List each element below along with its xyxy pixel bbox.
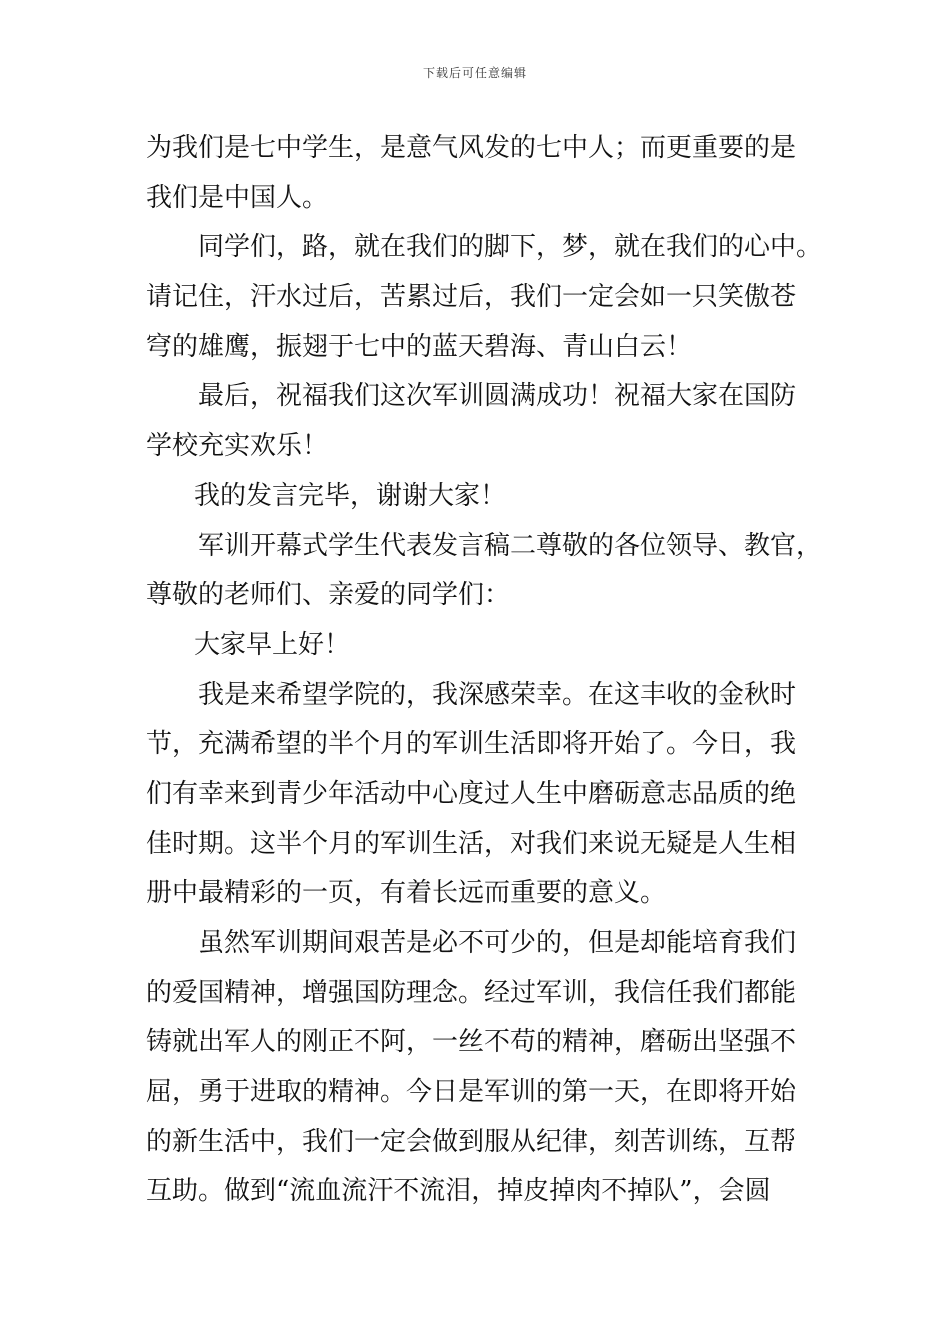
text-line: 请记住，汗水过后，苦累过后，我们一定会如一只笑傲苍: [146, 282, 797, 313]
text-line: 军训开幕式学生代表发言稿二尊敬的各位领导、教官，: [198, 530, 823, 561]
text-line: 我们是中国人。: [146, 182, 329, 213]
text-line: 穹的雄鹰，振翅于七中的蓝天碧海、青山白云！: [146, 331, 693, 362]
text-line: 最后，祝福我们这次军训圆满成功！祝福大家在国防: [198, 381, 797, 412]
text-line: 同学们，路，就在我们的脚下，梦，就在我们的心中。: [198, 232, 823, 263]
text-line: 我的发言完毕，谢谢大家！: [194, 480, 507, 511]
page-header: 下载后可任意编辑: [422, 66, 527, 80]
document-body: [146, 124, 836, 1217]
text-line: 屈，勇于进取的精神。今日是军训的第一天，在即将开始: [146, 1077, 797, 1108]
text-line: 们有幸来到青少年活动中心度过人生中磨砺意志品质的绝: [146, 778, 797, 809]
text-line: 的爱国精神，增强国防理念。经过军训，我信任我们都能: [146, 977, 797, 1008]
text-line: 册中最精彩的一页，有着长远而重要的意义。: [146, 878, 667, 909]
text-line: 节，充满希望的半个月的军训生活即将开始了。今日，我: [146, 729, 797, 760]
text-line: 大家早上好！: [194, 629, 351, 660]
text-line: 佳时期。这半个月的军训生活，对我们来说无疑是人生相: [146, 828, 797, 859]
text-line: 互助。做到“流血流汗不流泪，掉皮掉肉不掉队”，会圆: [146, 1176, 771, 1207]
text-line: 虽然军训期间艰苦是必不可少的，但是却能培育我们: [198, 928, 797, 958]
text-line: 铸就出军人的刚正不阿，一丝不苟的精神，磨砺出坚强不: [146, 1027, 797, 1058]
text-line: 尊敬的老师们、亲爱的同学们：: [146, 580, 511, 611]
text-line: 的新生活中，我们一定会做到服从纪律，刻苦训练，互帮: [146, 1126, 797, 1157]
text-line: 我是来希望学院的，我深感荣幸。在这丰收的金秋时: [198, 679, 797, 710]
text-line: 学校充实欢乐！: [146, 431, 329, 462]
text-line: 为我们是七中学生，是意气风发的七中人；而更重要的是: [146, 133, 797, 163]
